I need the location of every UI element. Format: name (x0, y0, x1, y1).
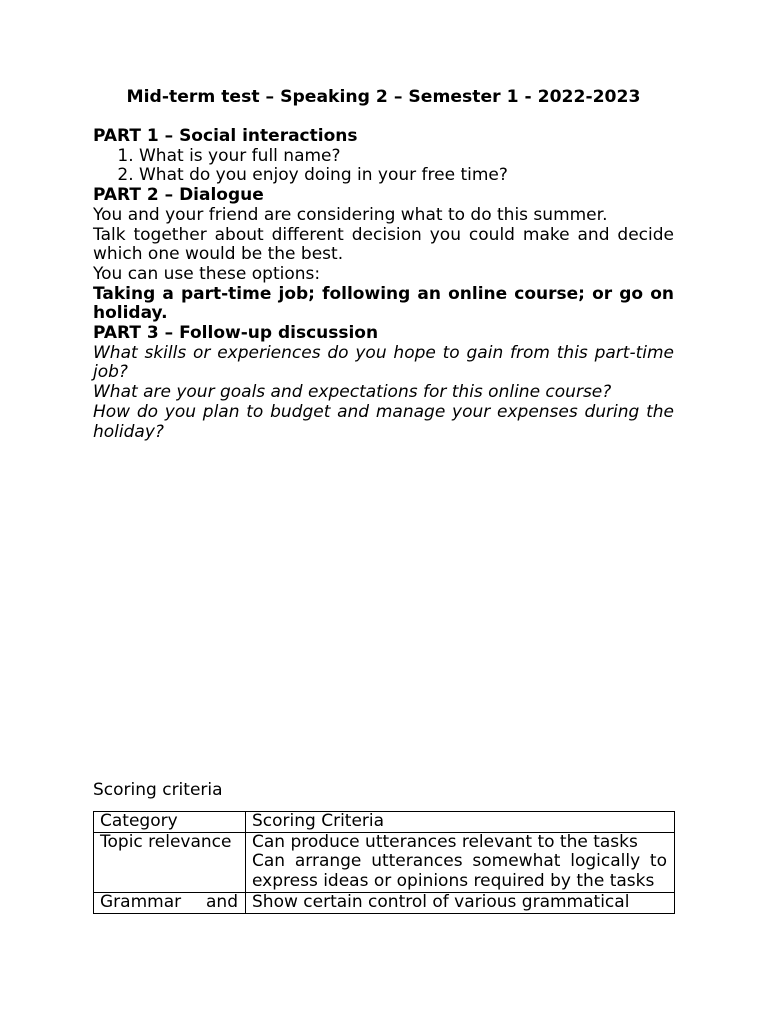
scoring-table (93, 811, 675, 914)
part1-question-list (93, 147, 674, 186)
criteria-line: Can arrange utterances somewhat logically to express ideas or opinions required by the tasks (252, 851, 667, 892)
part2-instruction: You can use these options: (93, 263, 321, 284)
table-header-cell: Category (94, 812, 246, 833)
part1-heading: PART 1 – Social interactions (93, 126, 358, 146)
criteria-line: Can produce utterances relevant to the tasks (252, 831, 638, 852)
part3-question: What skills or experiences do you hope to gain from this part-time job? (93, 342, 674, 383)
table-category-cell: Topic relevance (94, 832, 246, 892)
part3-question: What are your goals and expectations for this online course? (93, 382, 612, 403)
part3-question: How do you plan to budget and manage your expenses during the holiday? (93, 401, 674, 442)
document-title: Mid-term test – Speaking 2 – Semester 1 - 2022-2023 (126, 87, 641, 107)
table-header-row (94, 812, 675, 833)
scoring-label: Scoring criteria (93, 780, 223, 800)
part2-instruction: You and your friend are considering what to do this summer. (93, 204, 608, 225)
part1-question: 2. What do you enjoy doing in your free time? (139, 166, 674, 186)
table-header-cell: Scoring Criteria (246, 812, 675, 833)
part2-instruction: Talk together about different decision you could make and decide which one would be the best. (93, 224, 674, 265)
table-row (94, 892, 675, 913)
part1-question: 1. What is your full name? (139, 147, 674, 167)
criteria-line: Show certain control of various grammatical (252, 891, 630, 912)
table-criteria-cell (246, 892, 675, 913)
part3-heading: PART 3 – Follow-up discussion (93, 323, 379, 344)
table-category-cell: Grammar and (94, 892, 246, 913)
part2-heading: PART 2 – Dialogue (93, 185, 264, 206)
part2-options: Taking a part-time job; following an online course; or go on holiday. (93, 283, 674, 324)
document-body (93, 127, 674, 442)
table-criteria-cell (246, 832, 675, 892)
table-row (94, 832, 675, 892)
